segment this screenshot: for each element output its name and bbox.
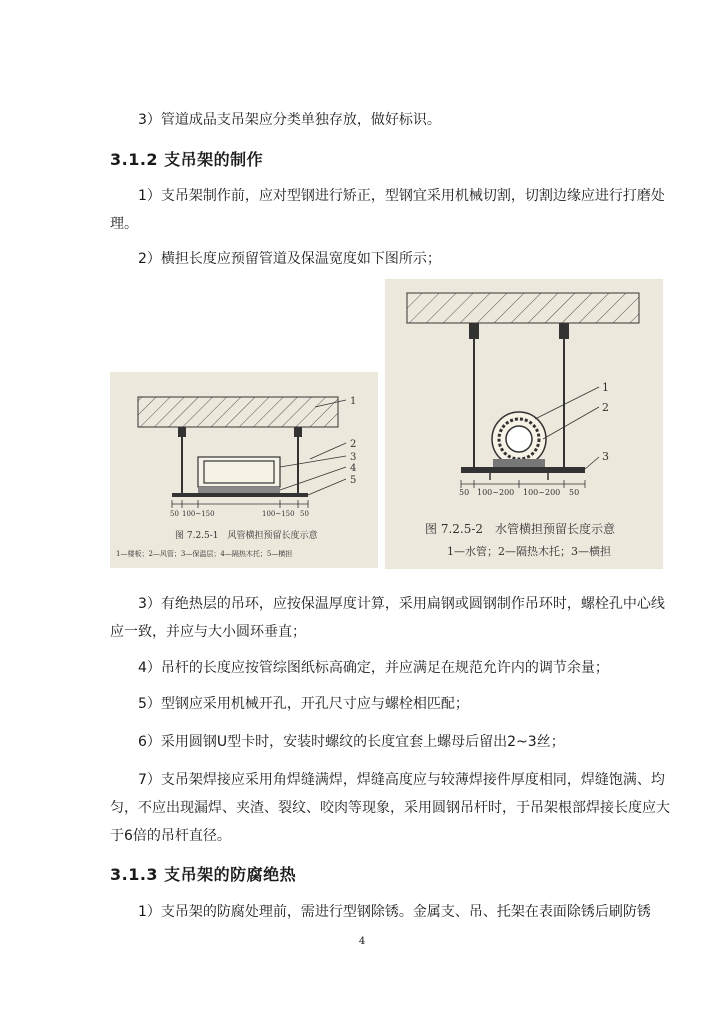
wood-support [493, 459, 545, 467]
label-2: 2 [350, 439, 357, 450]
label-1: 1 [350, 396, 357, 407]
anchor-right [559, 323, 569, 339]
figure-right-caption: 图 7.2.5-2 水管横担预留长度示意 [425, 522, 616, 536]
slab [138, 397, 338, 427]
dim-mid2: 100~150 [262, 510, 295, 518]
paragraph-straighten: 1）支吊架制作前，应对型钢进行矫正，型钢宜采用机械切割，切割边缘应进行打磨处理。 [110, 188, 665, 232]
heading-fabrication: 3.1.2 支吊架的制作 [110, 150, 264, 169]
anchor-left [178, 427, 186, 437]
crossarm [172, 493, 308, 497]
dim-mid: 100~200 [477, 488, 515, 497]
dim-left: 50 [459, 488, 470, 497]
slab [407, 293, 639, 323]
label-3: 3 [602, 450, 609, 463]
dim-left: 50 [170, 510, 179, 518]
water-pipe [506, 426, 532, 452]
label-2: 2 [602, 401, 609, 414]
label-4: 4 [350, 463, 357, 474]
paragraph-u-clamp: 6）采用圆钢U型卡时，安装时螺纹的长度宜套上螺母后留出2~3丝； [138, 734, 565, 750]
paragraph-rust-removal: 1）支吊架的防腐处理前，需进行型钢除锈。金属支、吊、托架在表面除锈后刷防锈 [138, 904, 651, 920]
figure-left-legend: 1—楼板；2—风管；3—保温层；4—隔热木托；5—横担 [116, 550, 293, 558]
figure-right-legend: 1—水管；2—隔热木托；3—横担 [447, 545, 611, 558]
paragraph-welding: 7）支吊架焊接应采用角焊缝满焊，焊缝高度应与较薄焊接件厚度相同，焊缝饱满、均匀，不应出现漏焊、夹渣、裂纹、咬肉等现象，采用圆钢吊杆时，于吊架根部焊接长度应大于6倍的吊杆直径。 [110, 772, 670, 844]
duct-crossarm-drawing [110, 372, 378, 568]
figure-duct-crossarm [110, 372, 378, 568]
heading-anticorrosion: 3.1.3 支吊架的防腐绝热 [110, 865, 297, 884]
dim-right: 50 [300, 510, 309, 518]
figure-pipe-crossarm [385, 279, 663, 569]
label-3: 3 [350, 452, 357, 463]
figure-left-caption: 图 7.2.5-1 风管横担预留长度示意 [175, 531, 318, 541]
wood-support [198, 487, 280, 493]
anchor-left [469, 323, 479, 339]
dim-mid: 100~150 [182, 510, 215, 518]
paragraph-storage: 3）管道成品支吊架应分类单独存放，做好标识。 [138, 112, 441, 128]
anchor-right [294, 427, 302, 437]
pipe-crossarm-drawing [385, 279, 663, 569]
label-5: 5 [350, 475, 357, 486]
paragraph-hanger-ring: 3）有绝热层的吊环，应按保温厚度计算，采用扁钢或圆钢制作吊环时，螺栓孔中心线应一致，并应与大小圆环垂直； [110, 596, 665, 640]
crossarm [461, 467, 585, 473]
paragraph-rod-length: 4）吊杆的长度应按管综图纸标高确定，并应满足在规范允许内的调节余量； [138, 660, 609, 676]
dim-right: 50 [569, 488, 580, 497]
paragraph-drilling: 5）型钢应采用机械开孔，开孔尺寸应与螺栓相匹配； [138, 696, 469, 712]
dim-mid2: 100~200 [523, 488, 561, 497]
page-number: 4 [358, 936, 366, 947]
paragraph-crossarm-length: 2）横担长度应预留管道及保温宽度如下图所示； [138, 251, 441, 267]
label-1: 1 [602, 381, 609, 394]
